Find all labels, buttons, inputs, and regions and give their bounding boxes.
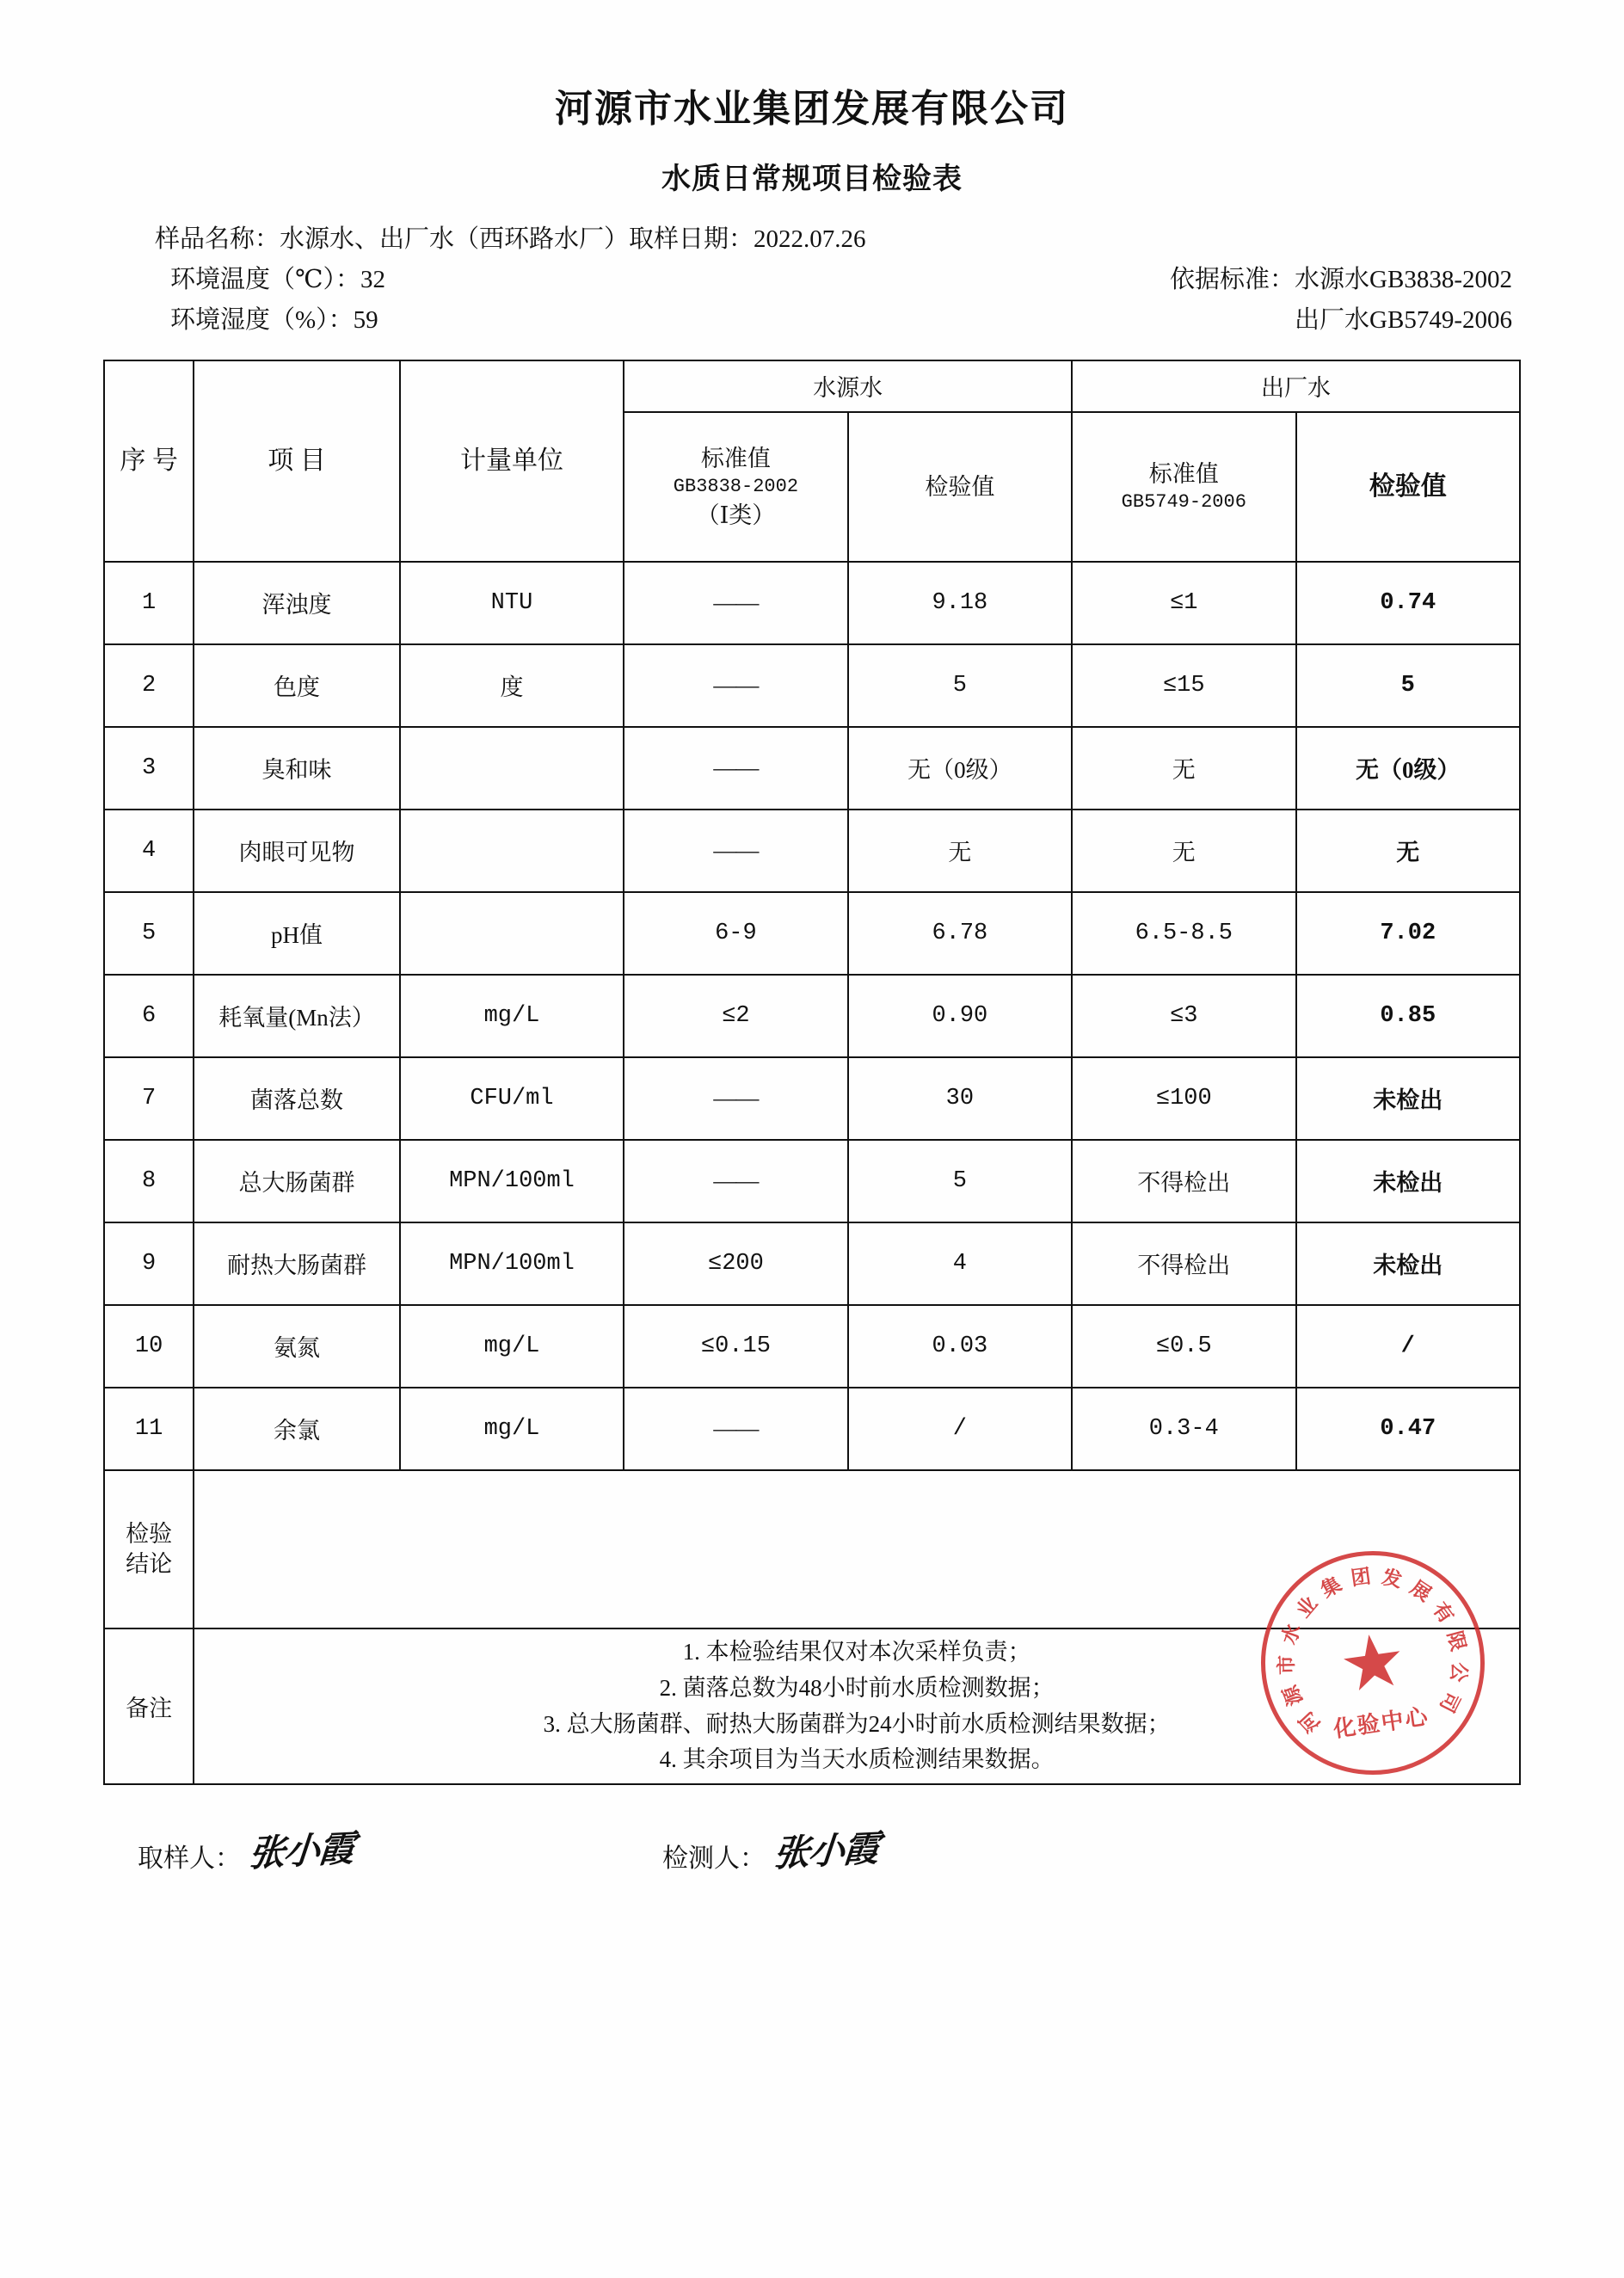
header-plant-standard: 标准值 GB5749-2006 [1072,412,1295,562]
sampling-date-label: 取样日期： [629,225,754,253]
row-item: 总大肠菌群 [194,1140,400,1222]
row-source-standard: —— [624,810,847,892]
row-unit: MPN/100ml [400,1140,624,1222]
tester-signature-block [662,1823,880,1875]
row-source-value: 无 [848,810,1072,892]
seal-center-text: 化验中心 [1332,1703,1431,1742]
header-group-plant: 出厂水 [1072,360,1520,412]
row-plant-value: 未检出 [1296,1222,1520,1305]
table-row [104,1140,1520,1222]
sample-name-row [103,219,866,260]
remark-line: 1. 本检验结果仅对本次采样负责； [682,1638,1031,1665]
row-unit: CFU/ml [400,1057,624,1140]
row-plant-value: 未检出 [1296,1057,1520,1140]
row-item: 臭和味 [194,727,400,810]
table-row [104,975,1520,1057]
conclusion-row [104,1470,1520,1628]
row-source-standard: 6-9 [624,892,847,975]
conclusion-label: 检验 结论 [104,1470,194,1628]
table-row [104,810,1520,892]
row-item: 菌落总数 [194,1057,400,1140]
table-row [104,644,1520,727]
row-plant-standard: 6.5-8.5 [1072,892,1295,975]
temperature-label: 环境温度（℃）： [170,265,360,293]
row-unit: MPN/100ml [400,1222,624,1305]
temperature-value: 32 [360,265,385,293]
row-source-standard: —— [624,644,847,727]
sampler-signature-block [138,1823,353,1875]
row-item: pH值 [194,892,400,975]
row-plant-standard: 无 [1072,810,1295,892]
header-plant-value: 检验值 [1296,412,1520,562]
conclusion-value [194,1470,1520,1628]
header-source-standard: 标准值 GB3838-2002 （Ⅰ类） [624,412,847,562]
remark-label: 备注 [104,1628,194,1784]
row-source-value: 9.18 [848,562,1072,644]
row-item: 色度 [194,644,400,727]
row-plant-standard: 0.3-4 [1072,1388,1295,1470]
row-source-value: 0.03 [848,1305,1072,1388]
row-unit: mg/L [400,1388,624,1470]
row-source-standard: —— [624,562,847,644]
star-icon: ★ [1334,1617,1412,1709]
row-plant-standard: 不得检出 [1072,1222,1295,1305]
water-quality-table [103,360,1521,1785]
humidity-value: 59 [353,305,378,334]
table-row [104,1057,1520,1140]
row-no: 9 [104,1222,194,1305]
row-plant-value: 7.02 [1296,892,1520,975]
company-title: 河源市水业集团发展有限公司 [555,88,1069,130]
row-source-value: 0.90 [848,975,1072,1057]
standard-row [1170,260,1521,300]
row-source-value: 无（0级） [848,727,1072,810]
sampler-label: 取样人： [138,1844,241,1874]
row-no: 2 [104,644,194,727]
row-no: 8 [104,1140,194,1222]
sample-name-value: 水源水、出厂水（西环路水厂） [280,225,630,253]
table-row [104,1388,1520,1470]
row-plant-standard: ≤3 [1072,975,1295,1057]
row-plant-value: 0.47 [1296,1388,1520,1470]
row-item: 浑浊度 [194,562,400,644]
row-source-standard: ≤0.15 [624,1305,847,1388]
row-plant-value: 5 [1296,644,1520,727]
row-plant-standard: ≤1 [1072,562,1295,644]
row-plant-standard: 不得检出 [1072,1140,1295,1222]
table-body [104,562,1520,1784]
header-source-value: 检验值 [848,412,1072,562]
temperature-row [103,260,385,300]
row-unit: mg/L [400,975,624,1057]
row-no: 3 [104,727,194,810]
row-no: 6 [104,975,194,1057]
remark-line: 4. 其余项目为当天水质检测结果数据。 [659,1746,1055,1773]
header-unit: 计量单位 [400,360,624,562]
row-plant-standard: 无 [1072,727,1295,810]
remark-body [194,1565,1520,1784]
row-unit: NTU [400,562,624,644]
row-source-value: 5 [848,644,1072,727]
row-source-value: 5 [848,1140,1072,1222]
row-source-value: 4 [848,1222,1072,1305]
row-source-value: 6.78 [848,892,1072,975]
table-row [104,1222,1520,1305]
row-unit: mg/L [400,1305,624,1388]
row-plant-value: 未检出 [1296,1140,1520,1222]
row-unit [400,727,624,810]
row-item: 耗氧量(Mn法） [194,975,400,1057]
row-item: 余氯 [194,1388,400,1470]
row-item: 耐热大肠菌群 [194,1222,400,1305]
header-no: 序 号 [104,360,194,562]
row-plant-standard: ≤15 [1072,644,1295,727]
remark-line: 3. 总大肠菌群、耐热大肠菌群为24小时前水质检测结果数据； [543,1710,1171,1737]
row-unit: 度 [400,644,624,727]
remark-line: 2. 菌落总数为48小时前水质检测数据； [659,1674,1055,1701]
standard-value-source: 水源水GB3838-2002 [1295,265,1512,293]
page-title: 水质日常规项目检验表 [661,163,963,195]
row-no: 7 [104,1057,194,1140]
header-item: 项 目 [194,360,400,562]
sampling-date-value: 2022.07.26 [754,225,866,253]
row-source-standard: —— [624,727,847,810]
row-no: 1 [104,562,194,644]
row-unit [400,810,624,892]
report-meta [103,219,1521,341]
row-source-standard: —— [624,1140,847,1222]
sample-name-label: 样品名称： [155,225,280,253]
row-source-standard: —— [624,1388,847,1470]
remark-row [104,1628,1520,1784]
seal-ring-text: 河 源 市 水 业 集 团 发 展 有 限 公 司 [1275,1565,1471,1737]
row-plant-standard: ≤0.5 [1072,1305,1295,1388]
table-row [104,562,1520,644]
standard-value-plant: 出厂水GB5749-2006 [1295,305,1512,334]
tester-signature: 张小霞 [772,1827,880,1875]
row-plant-value: 0.74 [1296,562,1520,644]
row-plant-standard: ≤100 [1072,1057,1295,1140]
table-row [104,1305,1520,1388]
row-source-standard: —— [624,1057,847,1140]
row-source-standard: ≤2 [624,975,847,1057]
table-row [104,892,1520,975]
sampler-signature: 张小霞 [247,1827,355,1875]
standard-label: 依据标准： [1170,265,1295,293]
humidity-row [103,300,378,341]
row-source-standard: ≤200 [624,1222,847,1305]
humidity-label: 环境湿度（%）： [170,305,354,334]
row-item: 氨氮 [194,1305,400,1388]
header-group-source: 水源水 [624,360,1072,412]
row-no: 5 [104,892,194,975]
tester-label: 检测人： [662,1844,766,1874]
row-no: 10 [104,1305,194,1388]
table-row [104,727,1520,810]
row-unit [400,892,624,975]
row-item: 肉眼可见物 [194,810,400,892]
row-plant-value: 无 [1296,810,1520,892]
row-plant-value: 0.85 [1296,975,1520,1057]
row-no: 4 [104,810,194,892]
row-source-value: / [848,1388,1072,1470]
signature-area [103,1823,1521,1875]
row-no: 11 [104,1388,194,1470]
row-source-value: 30 [848,1057,1072,1140]
row-plant-value: / [1296,1305,1520,1388]
row-plant-value: 无（0级） [1296,727,1520,810]
